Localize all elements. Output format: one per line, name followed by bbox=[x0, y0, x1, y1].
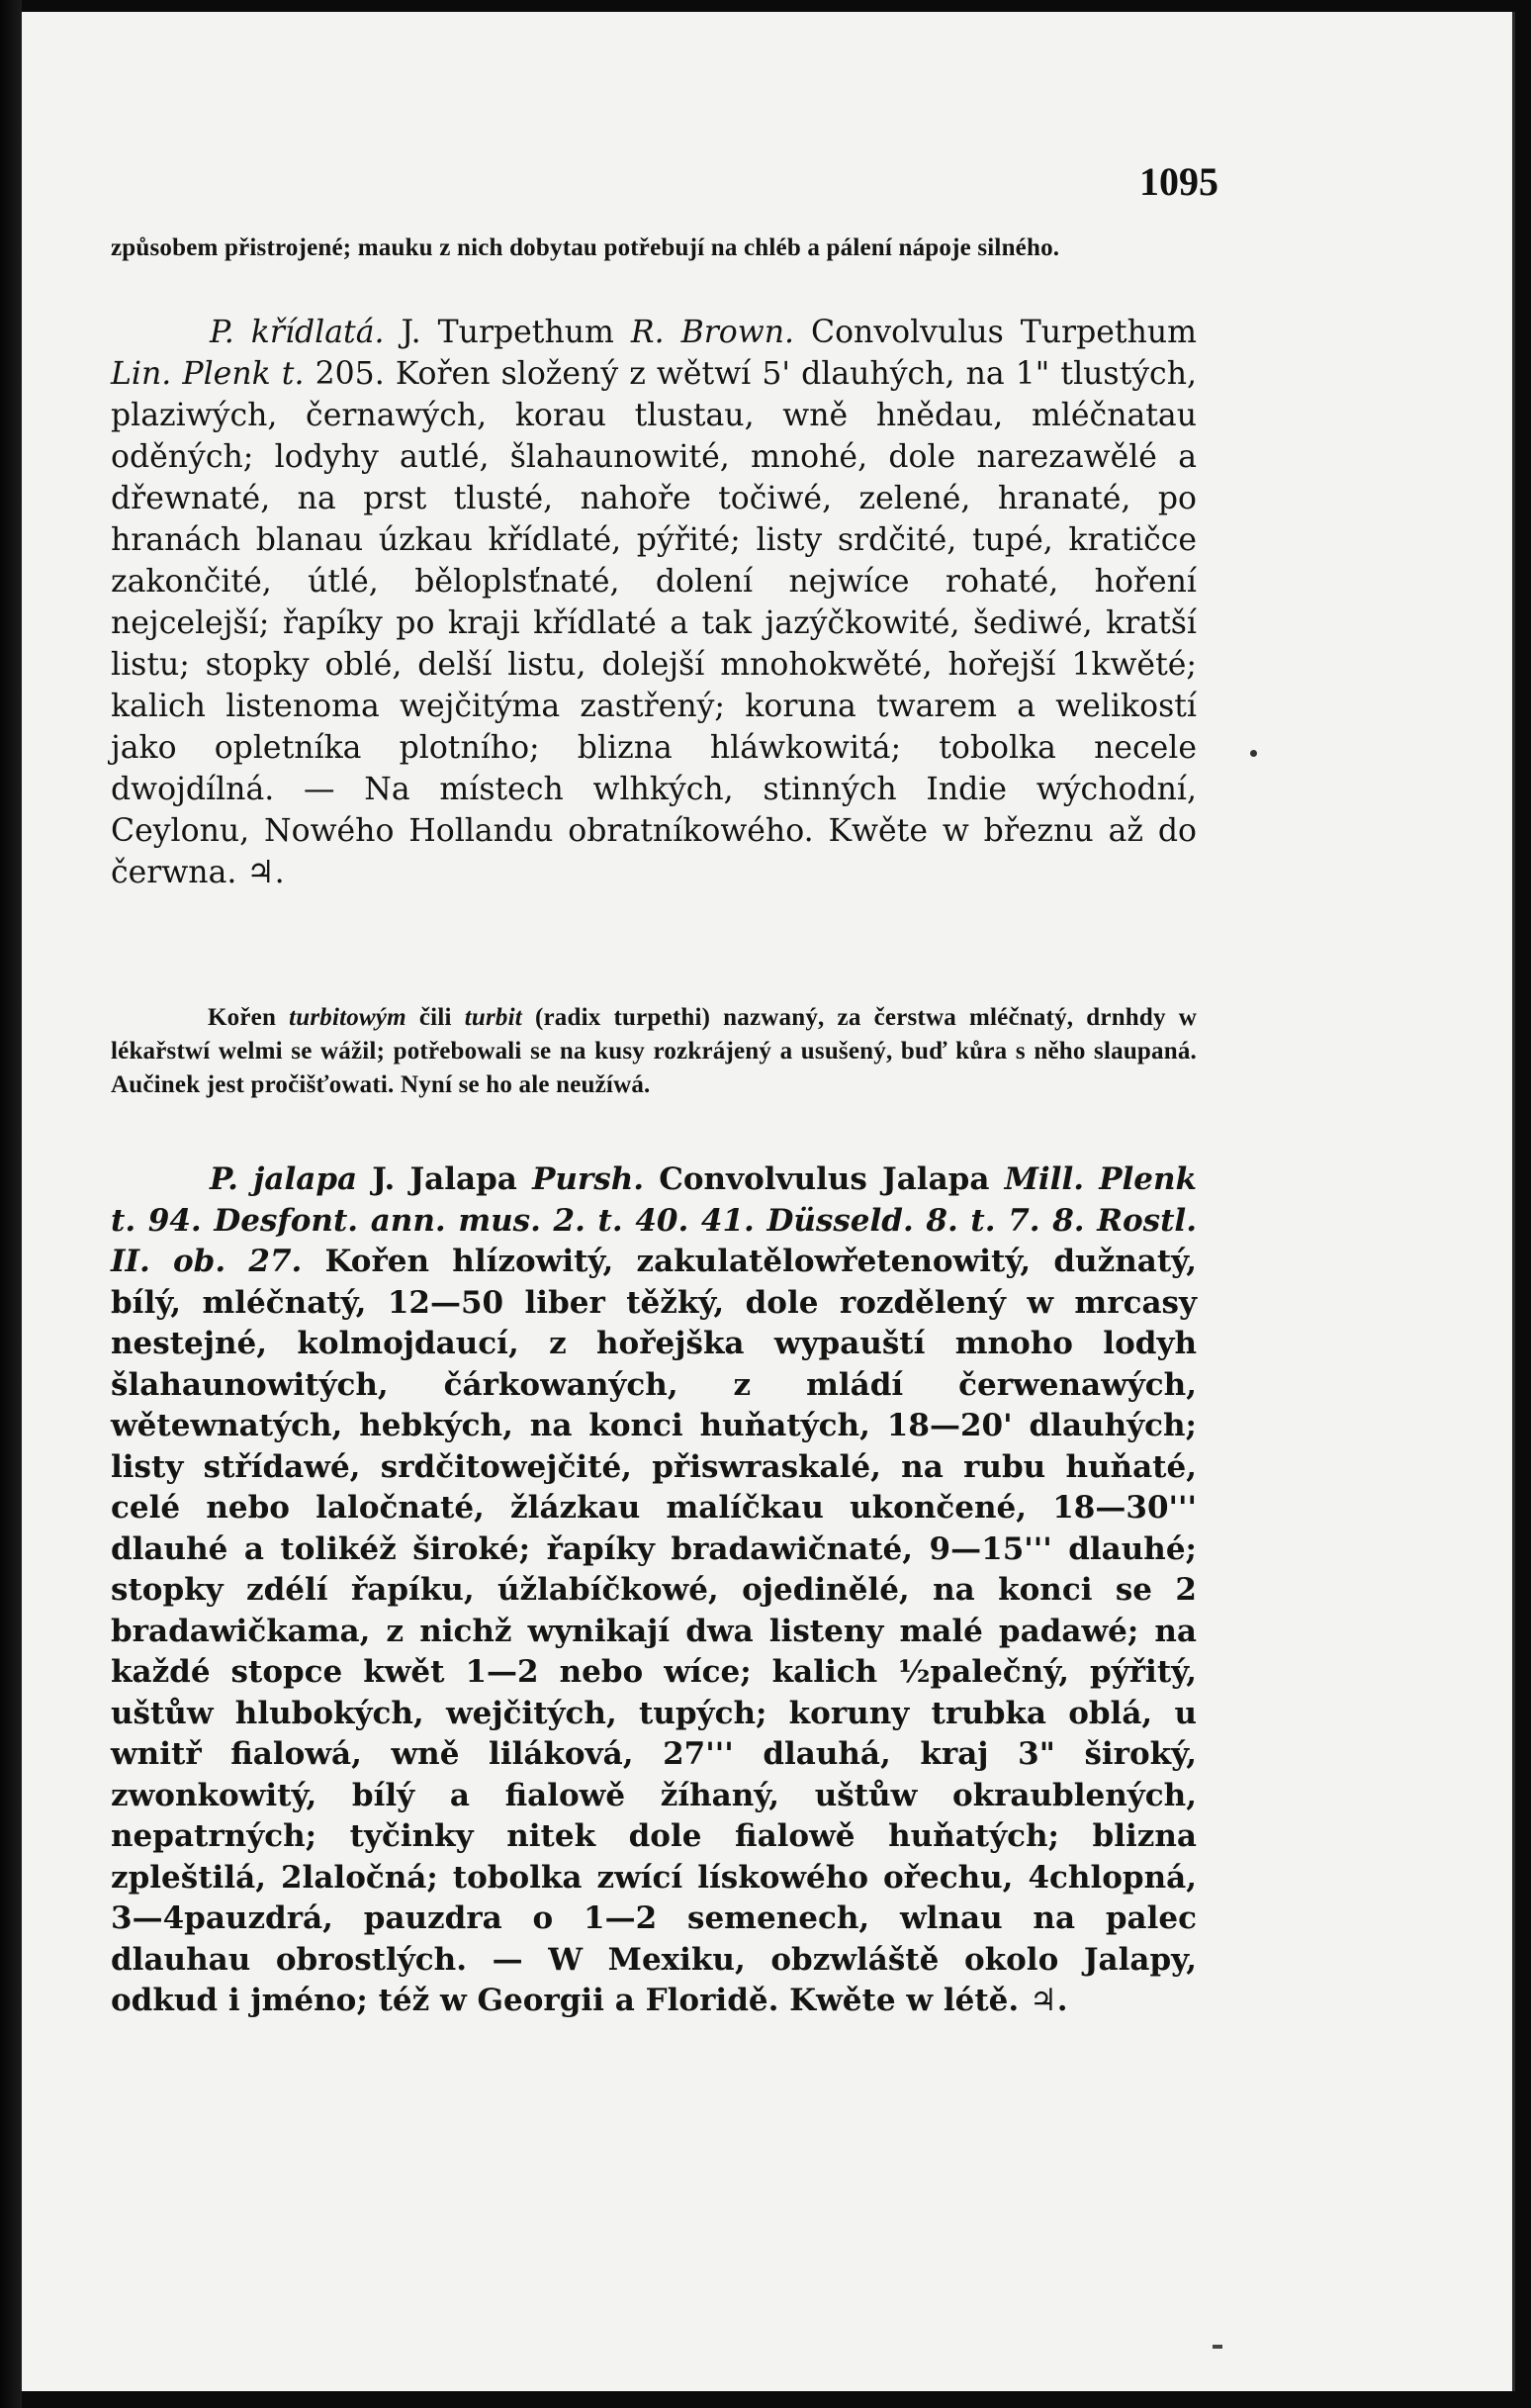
continuation-paragraph bbox=[111, 232, 1197, 265]
page-number: 1095 bbox=[1139, 159, 1218, 204]
entry-plate: 205. bbox=[315, 356, 385, 392]
speck-mark bbox=[1250, 750, 1257, 757]
note-rest: (radix turpethi) nazwaný, za čerstwa mléčnatý, drnhdy w lékařstwí welmi se wážil; potřebowali se na kusy rozkrájený a usušený, buď kůra s něho slaupaná. Aučinek jest pročišťowati. Nyní se ho ale neužíwá. bbox=[111, 1004, 1198, 1098]
entry-plenk: Plenk t. bbox=[182, 356, 305, 392]
entry-species: křídlatá. bbox=[250, 315, 385, 350]
note-turbit-text bbox=[111, 1001, 1197, 1102]
entry-genus: P. bbox=[210, 315, 234, 350]
note-lead: Kořen bbox=[208, 1004, 277, 1031]
entry-turpethum-text bbox=[111, 312, 1197, 893]
entry2-synonym-author: Pursh. bbox=[532, 1161, 645, 1197]
entry2-synonym: Jalapa bbox=[409, 1161, 517, 1197]
entry-jalapa-body: Kořen hlízowitý, zakulatělowřetenowitý, dužnatý, bílý, mléčnatý, 12—50 liber těžký, dole rozdělený w mrcasy nestejné, kolmojdaucí, z hořejška wypauští mnoho lodyh šlahaunowitých, čárkowaných, z mládí čerwenawých, wětewnatých, hebkých, na konci huňatých, 18—20' dlauhých; listy střídawé, srdčitowejčité, přiswraskalé, na rubu huňaté, celé nebo laločnaté, žlázkau malíčkau ukončené, 18—30''' dlauhé a tolikéž široké; řapíky bradawičnaté, 9—15''' dlauhé; stopky zdélí řapíku, úžlabíčkowé, ojedinělé, na konci se 2 bradawičkama, z nichž wynikají dwa listeny malé padawé; na každé stopce kwět 1—2 nebo wíce; kalich ½palečný, pýřitý, uštůw hlubokých, wejčitých, tupých; koruny trubka oblá, u wnitř fialowá, wně liláková, 27''' dlauhá, kraj 3" široký, zwonkowitý, bílý a fialowě žíhaný, uštůw okraublených, nepatrných; tyčinky nitek dole fialowě huňatých; blizna zpleštilá, 2laločná; tobolka zwící lískowého ořechu, 4chlopná, 3—4pauzdrá, pauzdra o 1—2 semenech, wlnau na palec dlauhau obrostlých. — W Mexiku, obzwláště okolo Jalapy, odkud i jméno; též w Georgii a Floridě. Kwěte w létě. ♃. bbox=[111, 1244, 1197, 2018]
entry2-species: jalapa bbox=[253, 1161, 358, 1197]
entry-jalapa bbox=[111, 1159, 1197, 2022]
entry-synonym-author: R. Brown. bbox=[630, 315, 795, 350]
entry-turpethum bbox=[111, 312, 1197, 893]
note-term2: turbit bbox=[464, 1004, 522, 1031]
entry2-convolvulus: Convolvulus Jalapa bbox=[659, 1161, 990, 1197]
entry-turpethum-body: Kořen složený z wětwí 5' dlauhých, na 1" tlustých, plaziwých, černawých, korau tlustau, wně hnědau, mléčnatau oděných; lodyhy autlé, šlahaunowité, mnohé, dole narezawělé a dřewnaté, na prst tlusté, nahoře točiwé, zelené, hranaté, po hranách blanau úzkau křídlaté, pýřité; listy srdčité, tupé, kratičce zakončité, útlé, běloplsťnaté, dolení nejwíce rohaté, hoření nejcelejší; řapíky po kraji křídlaté a tak jazýčkowité, šediwé, kratší listu; stopky oblé, delší listu, dolejší mnohokwěté, hořejší 1kwěté; kalich listenoma wejčitýma zastřený; koruna twarem a welikostí jako opletníka plotního; blizna hláwkowitá; tobolka necele dwojdílná. — Na místech wlhkých, stinných Indie wýchodní, Ceylonu, Nowého Hollandu obratníkowého. Kwěte w březnu až do čerwna. ♃. bbox=[111, 356, 1197, 890]
entry2-genus: P. bbox=[210, 1161, 238, 1197]
continuation-text: způsobem přistrojené; mauku z nich dobytau potřebují na chléb a pálení nápoje silného. bbox=[111, 234, 1060, 261]
entry-jalapa-text bbox=[111, 1159, 1197, 2022]
entry-lin: Lin. bbox=[111, 356, 172, 392]
speck-mark-bottom bbox=[1213, 2345, 1222, 2349]
entry2-references: Plenk t. 94. Desfont. ann. mus. 2. t. 40. 41. Düsseld. 8. t. 7. 8. Rostl. II. ob. 27. bbox=[111, 1161, 1198, 1279]
entry-author: J. bbox=[401, 315, 421, 350]
entry2-mill: Mill. bbox=[1004, 1161, 1085, 1197]
note-mid: čili bbox=[418, 1004, 452, 1031]
note-turbit bbox=[111, 1001, 1197, 1102]
entry2-author: J. bbox=[372, 1161, 396, 1197]
entry-convolvulus: Convolvulus Turpethum bbox=[810, 315, 1198, 350]
book-gutter-shadow bbox=[0, 0, 22, 2408]
entry-synonym: Turpethum bbox=[437, 315, 614, 350]
note-term1: turbitowým bbox=[289, 1004, 406, 1031]
